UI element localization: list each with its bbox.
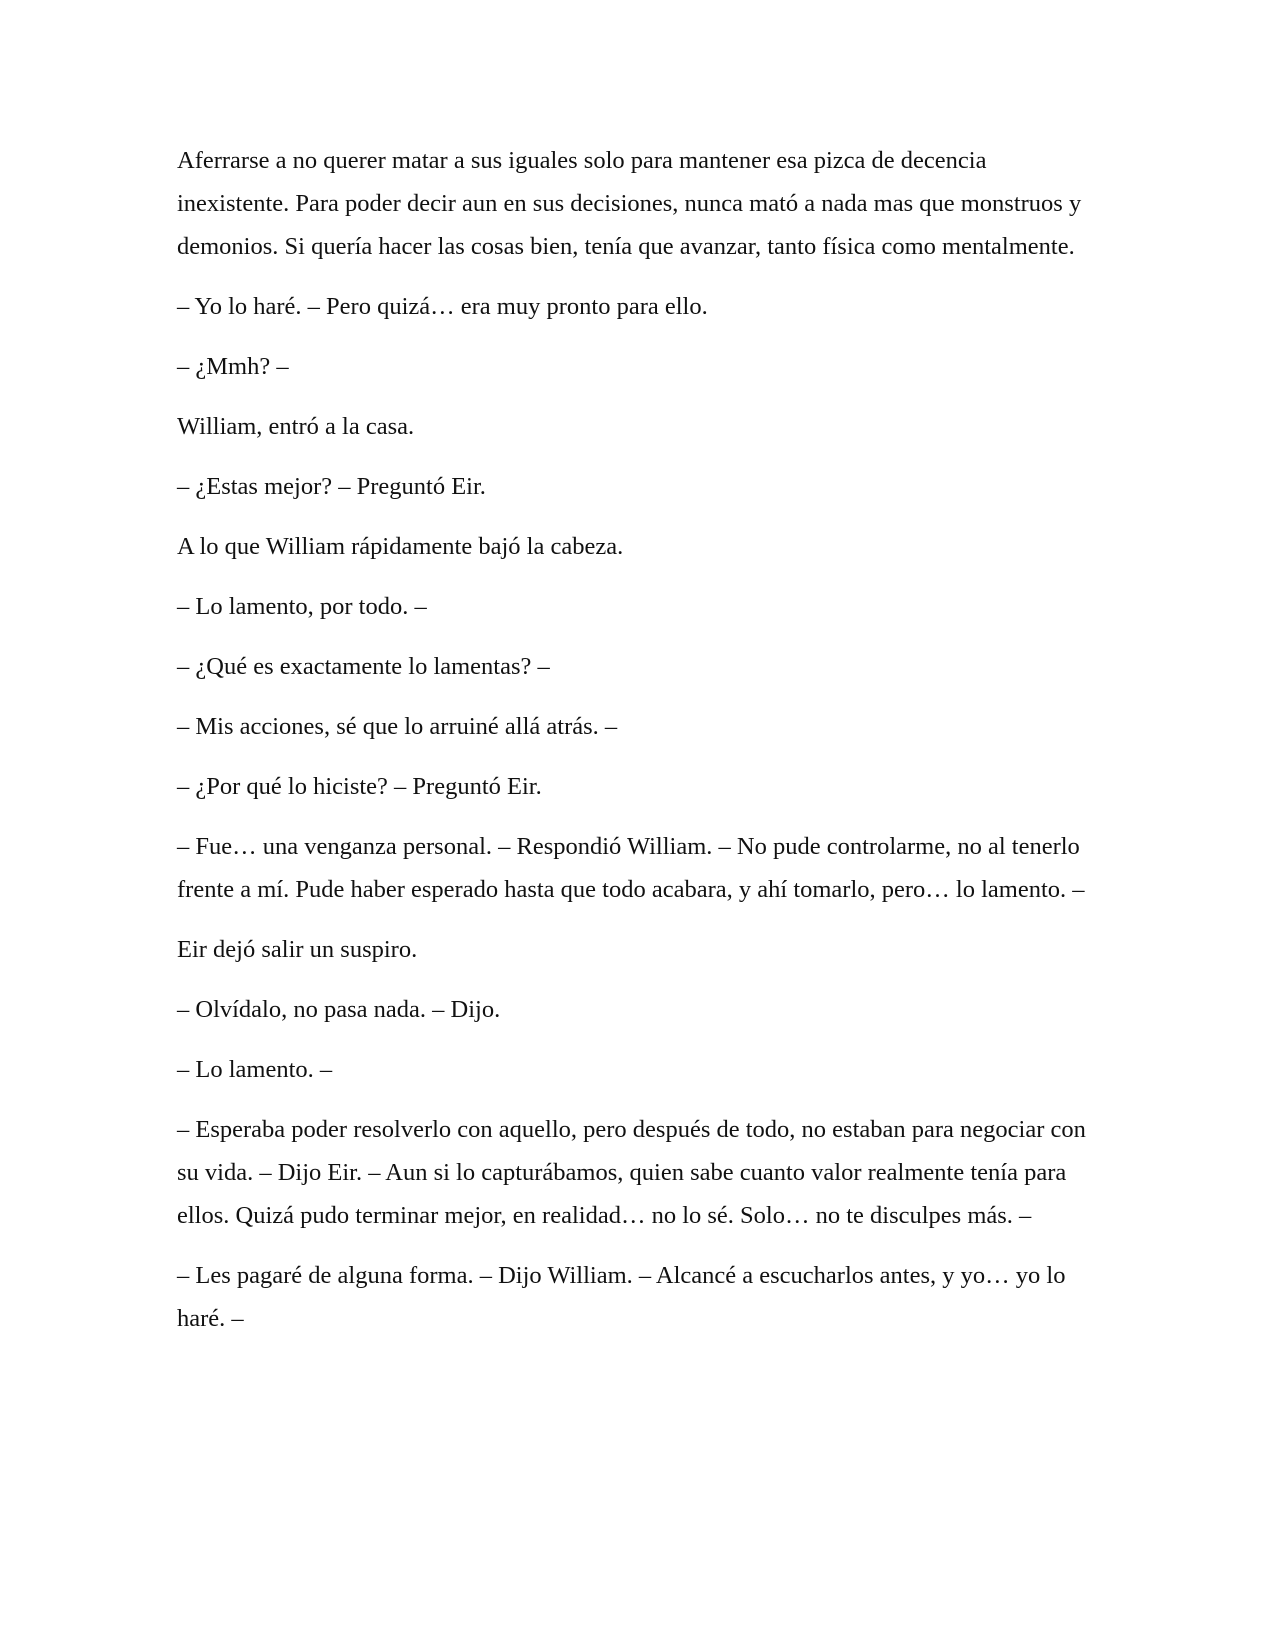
paragraph: Aferrarse a no querer matar a sus iguales solo para mantener esa pizca de decencia inexistente. Para poder decir aun en sus decisiones, nunca mató a nada mas que monstruos y demonios. Si quería hacer las cosas bien, tenía que avanzar, tanto física como mentalmente. <box>177 147 1082 260</box>
paragraph: – Yo lo haré. – Pero quizá… era muy pronto para ello. <box>177 293 708 320</box>
paragraph: – ¿Mmh? – <box>177 353 289 380</box>
paragraph: – Olvídalo, no pasa nada. – Dijo. <box>177 996 501 1023</box>
paragraph: – ¿Qué es exactamente lo lamentas? – <box>177 653 550 680</box>
paragraph: Eir dejó salir un suspiro. <box>177 936 418 963</box>
paragraph: – Lo lamento. – <box>177 1056 333 1083</box>
paragraph: A lo que William rápidamente bajó la cabeza. <box>177 533 624 560</box>
paragraph: William, entró a la casa. <box>177 413 415 440</box>
paragraph: – Lo lamento, por todo. – <box>177 593 427 620</box>
paragraph: – ¿Por qué lo hiciste? – Preguntó Eir. <box>177 773 542 800</box>
paragraph: – ¿Estas mejor? – Preguntó Eir. <box>177 473 486 500</box>
document-body <box>177 139 1092 1357</box>
paragraph: – Esperaba poder resolverlo con aquello, pero después de todo, no estaban para negociar con su vida. – Dijo Eir. – Aun si lo capturábamos, quien sabe cuanto valor realmente tenía para ellos. Quizá pudo terminar mejor, en realidad… no lo sé. Solo… no te disculpes más. – <box>177 1116 1086 1229</box>
paragraph: – Fue… una venganza personal. – Respondió William. – No pude controlarme, no al tenerlo frente a mí. Pude haber esperado hasta que todo acabara, y ahí tomarlo, pero… lo lamento. – <box>177 833 1085 903</box>
paragraph: – Mis acciones, sé que lo arruiné allá atrás. – <box>177 713 618 740</box>
paragraph: – Les pagaré de alguna forma. – Dijo William. – Alcancé a escucharlos antes, y yo… yo lo haré. – <box>177 1262 1066 1332</box>
